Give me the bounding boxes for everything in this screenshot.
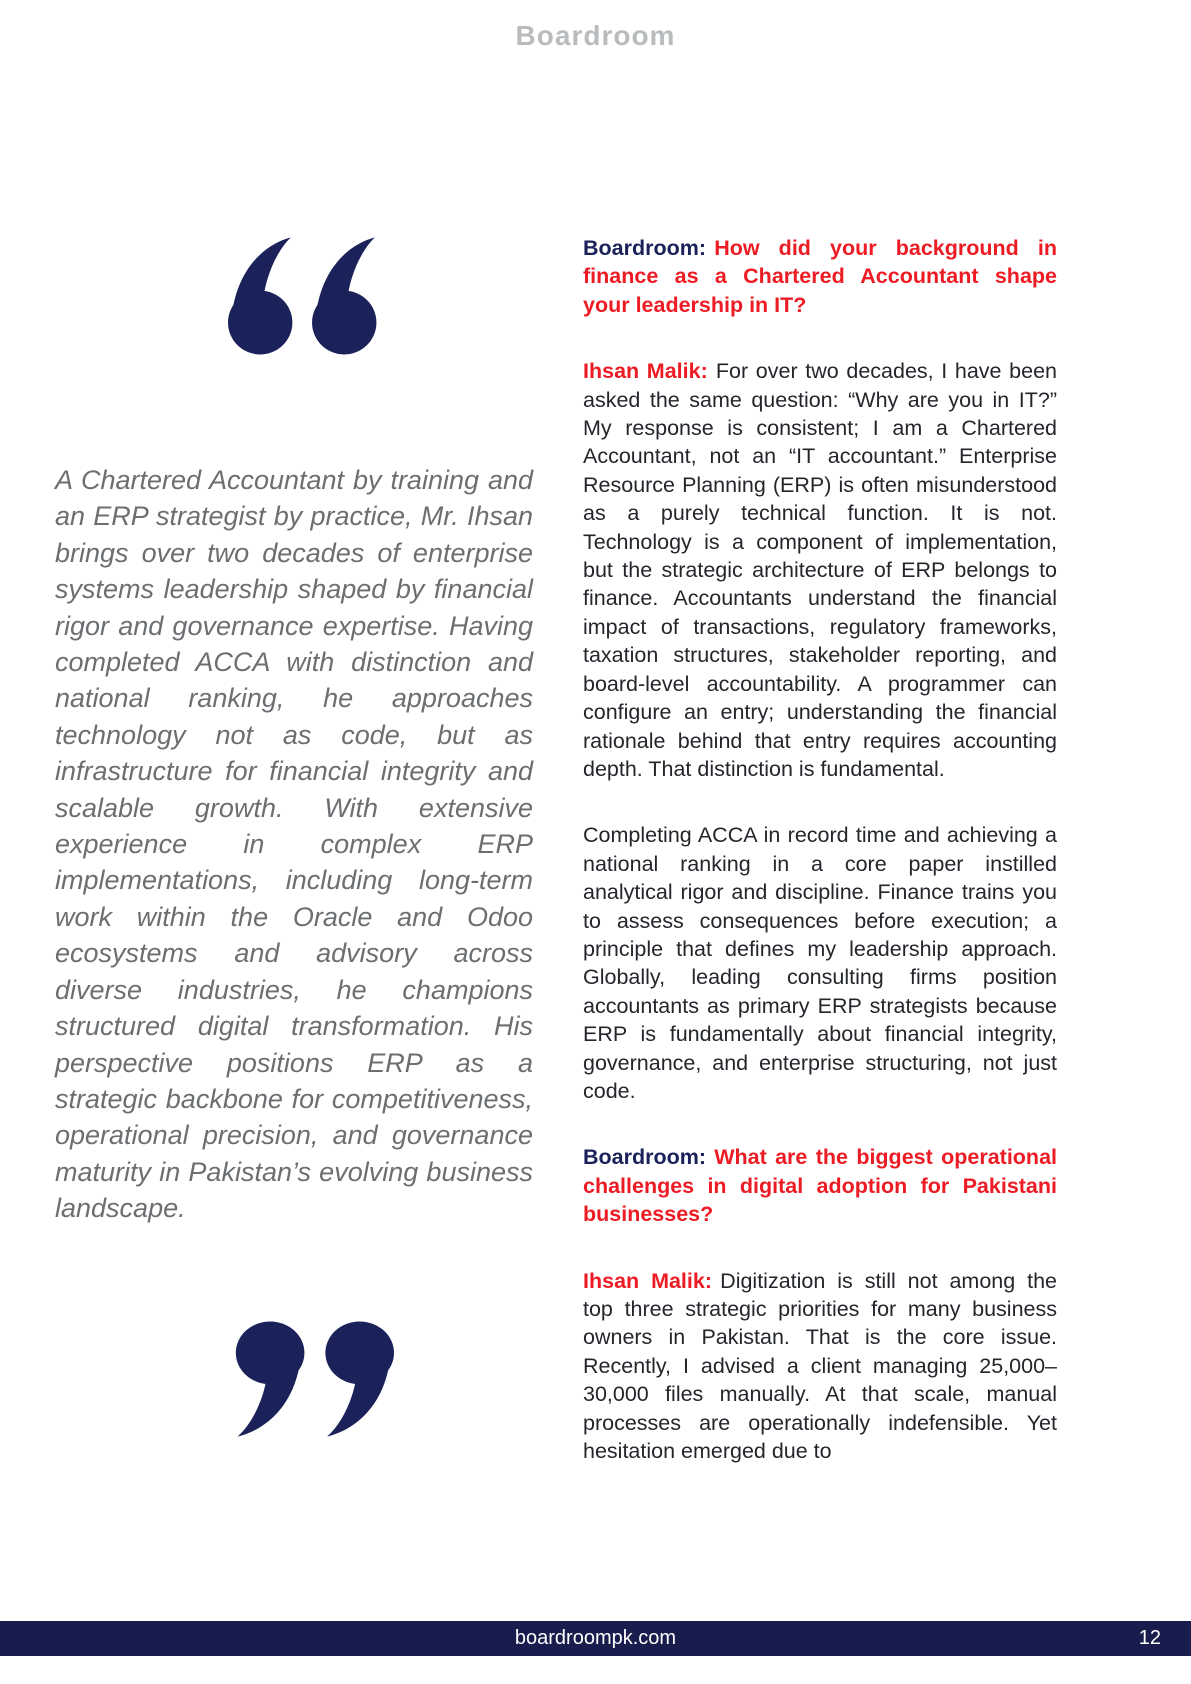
pull-quote-text: A Chartered Accountant by training and an ERP strategist by practice, Mr. Ihsan brings over two decades of enterprise systems leadership shaped by financial rigor and governance expertise. Having completed ACCA with distinction and national ranking, he approaches technology not as code, but as infrastructure for financial integrity and scalable growth. With extensive experience in complex ERP implementations, including long-term work within the Oracle and Odoo ecosystems and advisory across diverse industries, he champions structured digital transformation. His perspective positions ERP as a strategic backbone for competitiveness, operational precision, and governance maturity in Pakistan’s evolving business landscape. [55,465,533,1224]
interview-question-1 [583,234,1057,319]
question-speaker: Boardroom: [583,1145,707,1170]
open-quote-icon [228,234,380,358]
answer-text: Digitization is still not among the top three strategic priorities for many business owners in Pakistan. That is the core issue. Recently, I advised a client managing 25,000–30,000 files manually. At that scale, manual processes are operationally indefensible. Yet hesitation emerged due to [583,1268,1058,1464]
answer-text: For over two decades, I have been asked the same question: “Why are you in IT?” My response is consistent; I am a Chartered Accountant, not an “IT accountant.” Enterprise Resource Planning (ERP) is often misunderstood as a purely technical function. It is not. Technology is a component of implementation, but the strategic architecture of ERP belongs to finance. Accountants understand the financial impact of transactions, regulatory frameworks, taxation structures, stakeholder reporting, and board-level accountability. A programmer can configure an entry; understanding the financial rationale behind that entry requires accounting depth. That distinction is fundamental. [583,359,1057,781]
question-text: How did your background in finance as a Chartered Accountant shape your leadership in IT? [583,236,1057,317]
question-speaker: Boardroom: [583,236,707,260]
interview-column [583,234,1057,1465]
answer-text: Completing ACCA in record time and achieving a national ranking in a core paper instilled analytical rigor and discipline. Finance trains you to assess consequences before execution; a principle that defines my leadership approach. Globally, leading consulting firms position accountants as primary ERP strategists because ERP is fundamentally about financial integrity, governance, and enterprise structuring, not just code. [583,823,1057,1103]
interview-question-2 [583,1143,1057,1228]
footer-website: boardroompk.com [514,1627,677,1649]
page-number: 12 [1138,1627,1161,1649]
interview-answer-1 [583,357,1057,783]
pull-quote-column [55,0,533,1684]
answer-speaker: Ihsan Malik: [583,359,708,384]
footer-bar [0,1621,1191,1656]
magazine-title: Boardroom [515,20,676,51]
close-quote-icon [232,1318,394,1440]
interview-answer-1-continued [583,821,1057,1105]
answer-speaker: Ihsan Malik: [583,1268,713,1293]
interview-answer-2 [583,1267,1057,1466]
question-text: What are the biggest operational challenges in digital adoption for Pakistani businesses? [583,1145,1057,1227]
